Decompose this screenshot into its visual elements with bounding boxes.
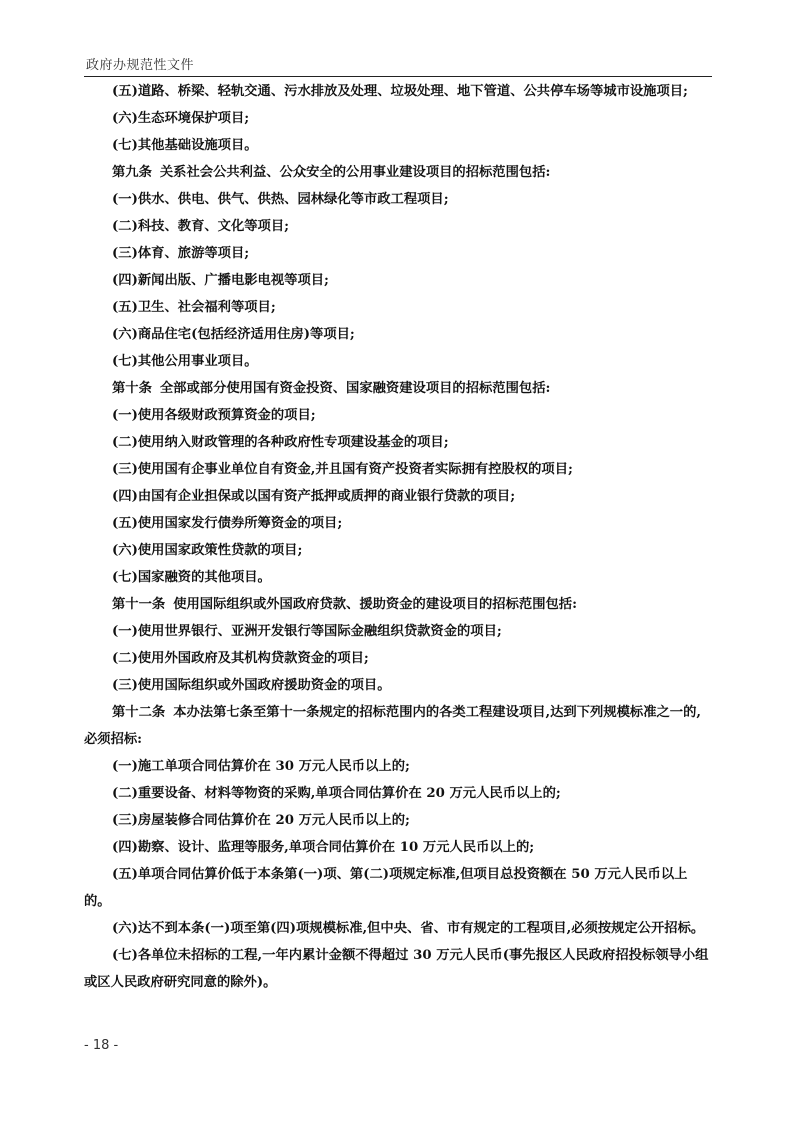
article-paragraph — [84, 375, 712, 402]
list-item — [84, 483, 712, 510]
list-item — [84, 186, 712, 213]
list-item — [84, 78, 712, 105]
paragraph-text: (四)由国有企业担保或以国有资产抵押或质押的商业银行贷款的项目; — [112, 489, 516, 504]
paragraph-text: (五)使用国家发行债券所筹资金的项目; — [112, 516, 343, 531]
paragraph-text: (一)使用各级财政预算资金的项目; — [112, 408, 316, 423]
page-number: - 18 - — [84, 1038, 119, 1053]
paragraph-text: (七)其他基础设施项目。 — [112, 138, 258, 153]
list-item — [84, 942, 712, 996]
article-number: 第九条 — [112, 165, 152, 180]
list-item — [84, 429, 712, 456]
list-item — [84, 915, 712, 942]
list-item — [84, 321, 712, 348]
list-item — [84, 240, 712, 267]
list-item — [84, 564, 712, 591]
paragraph-text: (五)卫生、社会福利等项目; — [112, 300, 276, 315]
list-item — [84, 456, 712, 483]
paragraph-text: (一)供水、供电、供气、供热、园林绿化等市政工程项目; — [112, 192, 449, 207]
document-body — [84, 78, 712, 996]
list-item — [84, 132, 712, 159]
paragraph-text: (一)施工单项合同估算价在 30 万元人民币以上的; — [112, 759, 410, 774]
list-item — [84, 267, 712, 294]
article-number: 第十二条 — [112, 705, 166, 720]
paragraph-text: (四)勘察、设计、监理等服务,单项合同估算价在 10 万元人民币以上的; — [112, 840, 535, 855]
list-item — [84, 294, 712, 321]
list-item — [84, 807, 712, 834]
list-item — [84, 861, 712, 915]
paragraph-text: (三)体育、旅游等项目; — [112, 246, 250, 261]
article-paragraph — [84, 159, 712, 186]
article-number: 第十一条 — [112, 597, 166, 612]
list-item — [84, 618, 712, 645]
paragraph-text: (七)其他公用事业项目。 — [112, 354, 258, 369]
paragraph-text: 全部或部分使用国有资金投资、国家融资建设项目的招标范围包括: — [159, 381, 551, 396]
article-number: 第十条 — [112, 381, 152, 396]
paragraph-text: (六)生态环境保护项目; — [112, 111, 250, 126]
list-item — [84, 348, 712, 375]
list-item — [84, 672, 712, 699]
paragraph-text: (七)各单位未招标的工程,一年内累计金额不得超过 30 万元人民币(事先报区人民政府招投标领导小组或区人民政府研究同意的除外)。 — [84, 948, 709, 990]
paragraph-text: (三)使用国有企事业单位自有资金,并且国有资产投资者实际拥有控股权的项目; — [112, 462, 573, 477]
paragraph-text: (六)达不到本条(一)项至第(四)项规模标准,但中央、省、市有规定的工程项目,必须按规定公开招标。 — [112, 921, 705, 936]
article-paragraph — [84, 591, 712, 618]
list-item — [84, 213, 712, 240]
paragraph-text: (六)使用国家政策性贷款的项目; — [112, 543, 303, 558]
list-item — [84, 753, 712, 780]
paragraph-text: (二)使用外国政府及其机构贷款资金的项目; — [112, 651, 369, 666]
paragraph-text: 本办法第七条至第十一条规定的招标范围内的各类工程建设项目,达到下列规模标准之一的,必须招标: — [84, 705, 702, 747]
paragraph-text: (三)使用国际组织或外国政府援助资金的项目。 — [112, 678, 391, 693]
paragraph-text: (六)商品住宅(包括经济适用住房)等项目; — [112, 327, 355, 342]
list-item — [84, 510, 712, 537]
paragraph-text: (二)科技、教育、文化等项目; — [112, 219, 290, 234]
paragraph-text: (三)房屋装修合同估算价在 20 万元人民币以上的; — [112, 813, 410, 828]
paragraph-text: (五)单项合同估算价低于本条第(一)项、第(二)项规定标准,但项目总投资额在 50 万元人民币以上的。 — [84, 867, 688, 909]
page-header — [84, 52, 712, 77]
paragraph-text: (七)国家融资的其他项目。 — [112, 570, 271, 585]
list-item — [84, 834, 712, 861]
paragraph-text: (五)道路、桥梁、轻轨交通、污水排放及处理、垃圾处理、地下管道、公共停车场等城市设施项目; — [112, 84, 688, 99]
paragraph-text: (四)新闻出版、广播电影电视等项目; — [112, 273, 329, 288]
header-title: 政府办规范性文件 — [86, 58, 195, 73]
paragraph-text: 使用国际组织或外国政府贷款、援助资金的建设项目的招标范围包括: — [173, 597, 578, 612]
paragraph-text: 关系社会公共利益、公众安全的公用事业建设项目的招标范围包括: — [159, 165, 551, 180]
list-item — [84, 645, 712, 672]
list-item — [84, 105, 712, 132]
article-paragraph — [84, 699, 712, 753]
paragraph-text: (二)重要设备、材料等物资的采购,单项合同估算价在 20 万元人民币以上的; — [112, 786, 561, 801]
list-item — [84, 402, 712, 429]
list-item — [84, 780, 712, 807]
paragraph-text: (一)使用世界银行、亚洲开发银行等国际金融组织贷款资金的项目; — [112, 624, 502, 639]
list-item — [84, 537, 712, 564]
paragraph-text: (二)使用纳入财政管理的各种政府性专项建设基金的项目; — [112, 435, 449, 450]
